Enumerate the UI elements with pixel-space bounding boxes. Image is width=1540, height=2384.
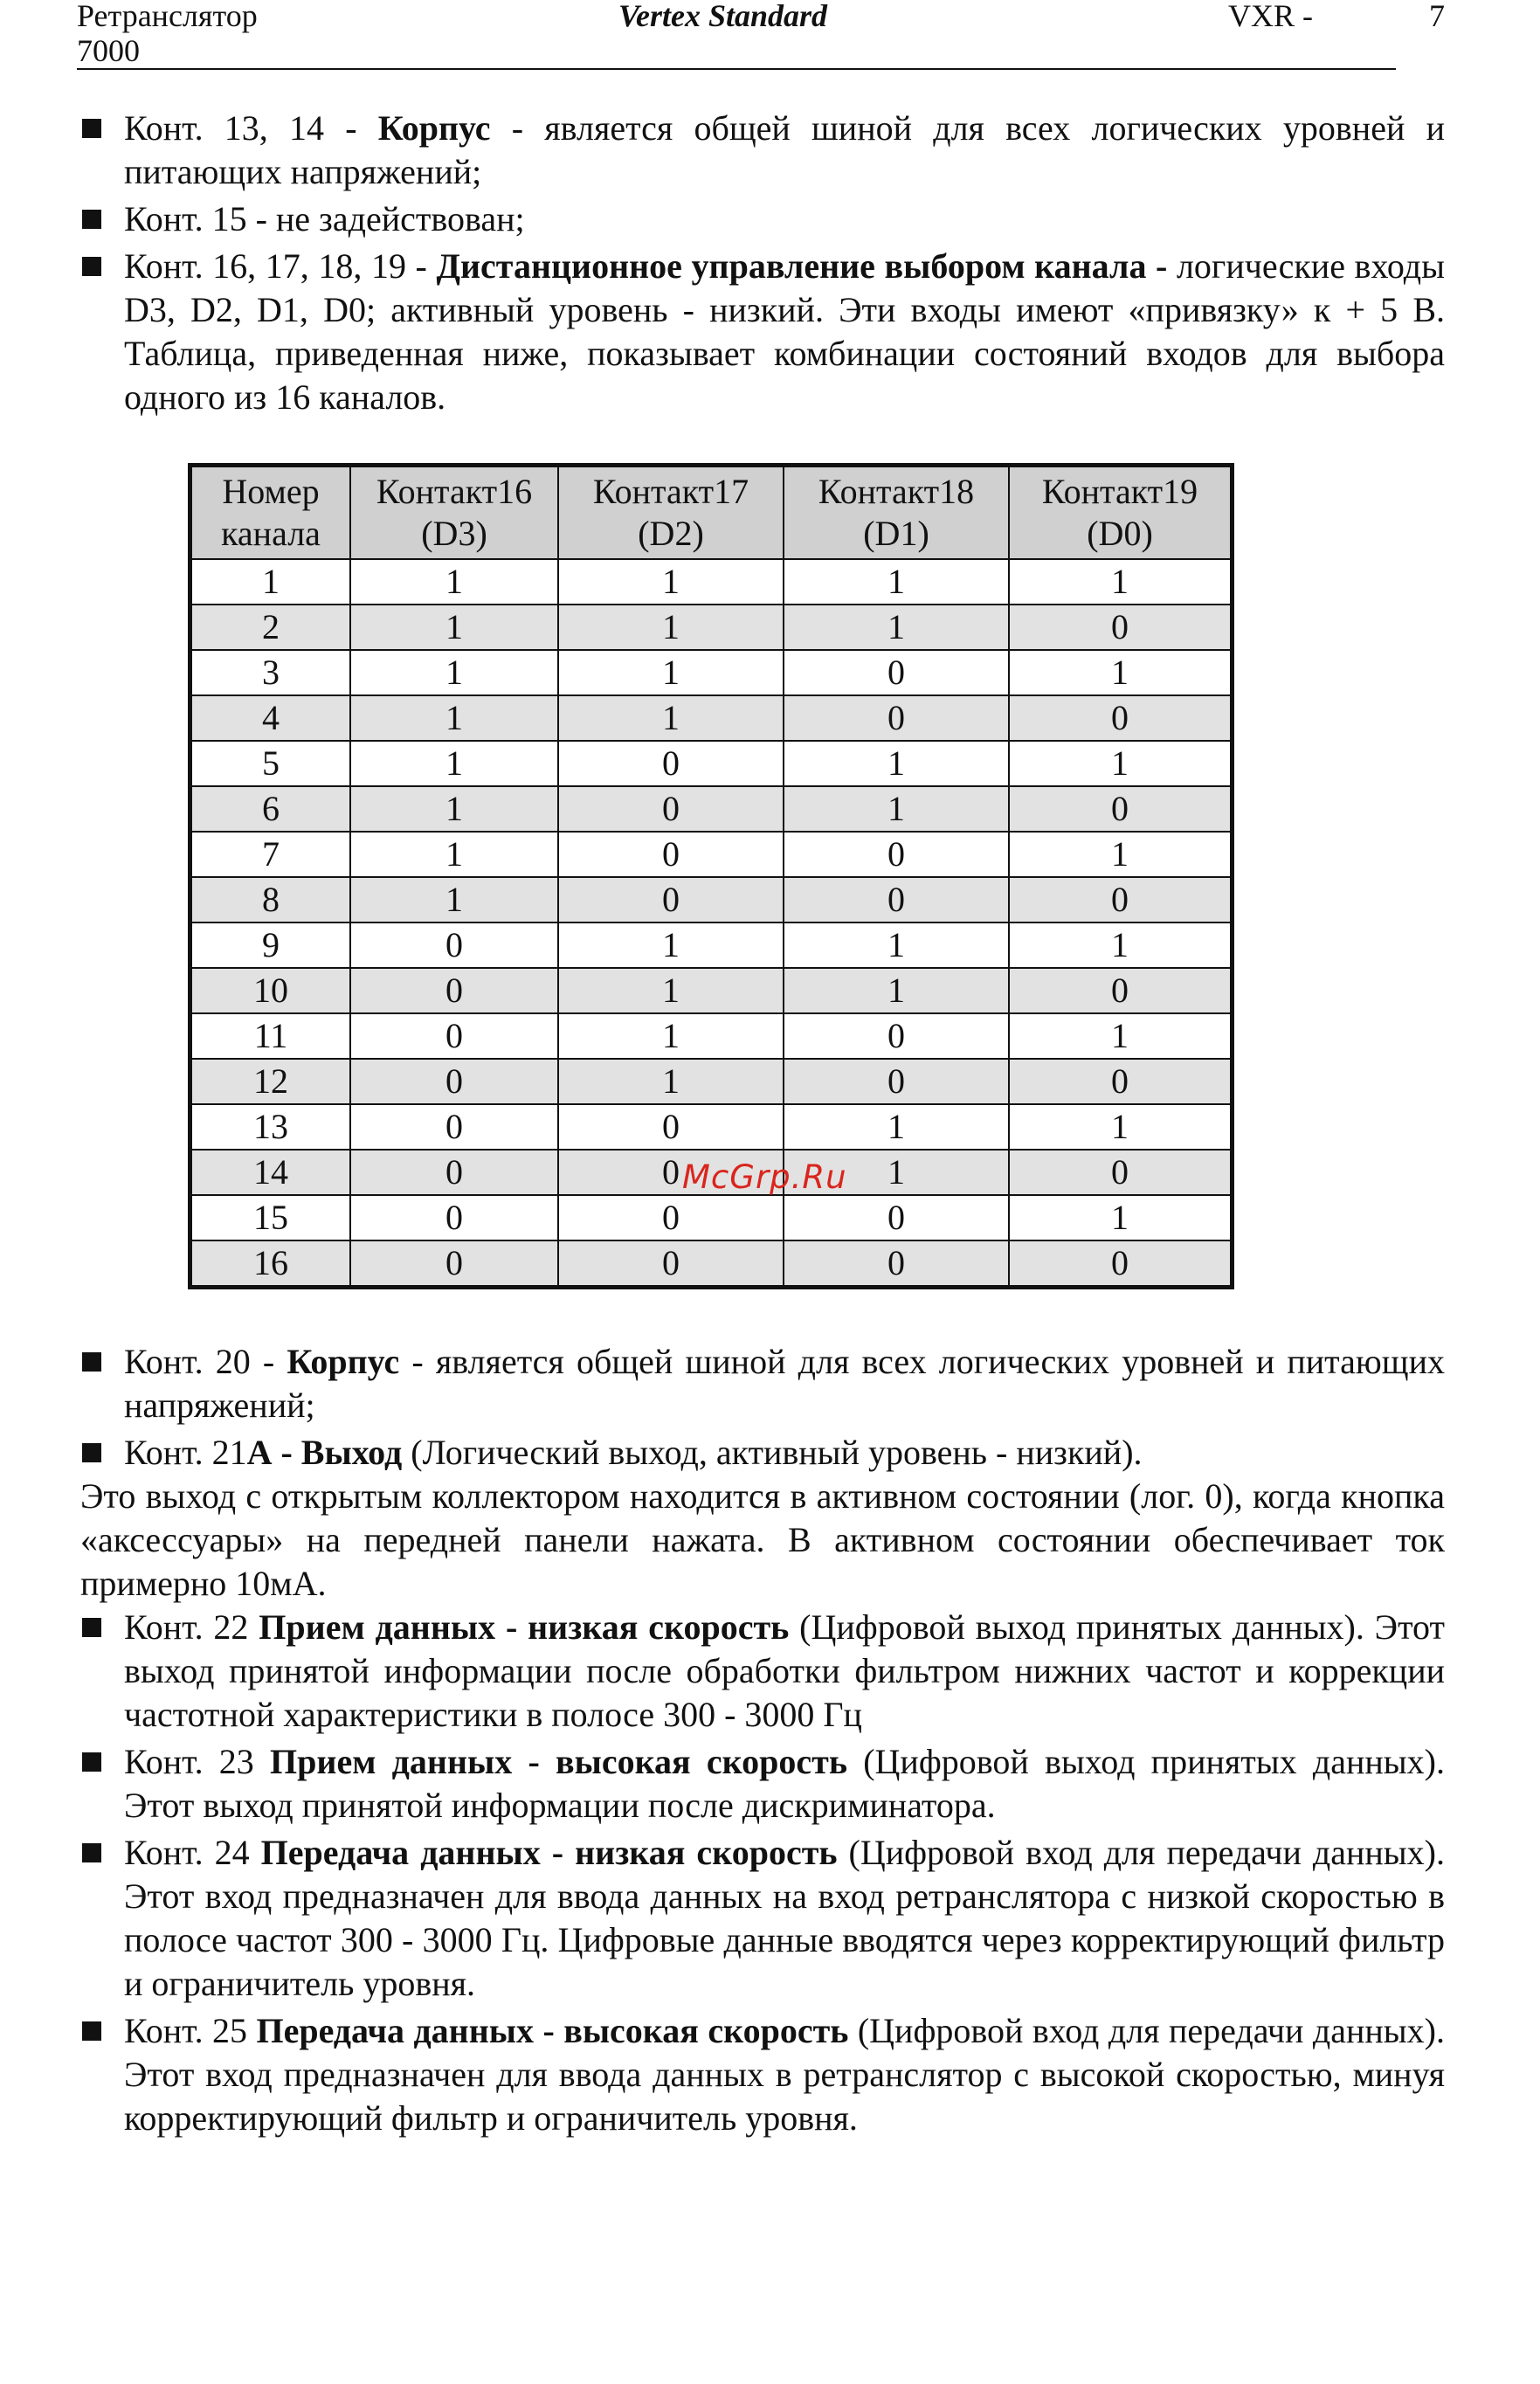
- input-state-cell: 0: [350, 1150, 558, 1195]
- input-state-cell: 1: [350, 832, 558, 877]
- header-device-name: [77, 0, 258, 68]
- input-state-cell: 1: [350, 650, 558, 695]
- header-device-line2: 7000: [77, 33, 140, 68]
- bullet-item: Конт. 24 Передача данных - низкая скорость (Цифровой вход для передачи данных). Этот вход предназначен для ввода данных на вход ретранслятора с низкой скоростью в полосе частот 300 - 3000 Гц. Цифровые данные вводятся через корректирующий фильтр и ограничитель уровня.: [80, 1831, 1445, 2006]
- input-state-cell: 0: [784, 1059, 1009, 1104]
- input-state-cell: 1: [1009, 832, 1233, 877]
- input-state-cell: 1: [1009, 1013, 1233, 1059]
- input-state-cell: 0: [784, 1013, 1009, 1059]
- header-cell: Контакт18 (D1): [784, 466, 1009, 560]
- input-state-cell: 1: [558, 650, 784, 695]
- input-state-cell: 0: [558, 1150, 784, 1195]
- input-state-cell: 1: [350, 559, 558, 605]
- table-row: [190, 695, 1233, 741]
- channel-number-cell: 11: [190, 1013, 351, 1059]
- input-state-cell: 0: [1009, 1059, 1233, 1104]
- header-cell: Контакт16 (D3): [350, 466, 558, 560]
- input-state-cell: 0: [1009, 786, 1233, 832]
- input-state-cell: 1: [1009, 650, 1233, 695]
- bullet-item: Конт. 15 - не задействован;: [80, 197, 1445, 241]
- input-state-cell: 1: [558, 923, 784, 968]
- input-state-cell: 0: [784, 695, 1009, 741]
- channel-number-cell: 5: [190, 741, 351, 786]
- bullet-square-icon: [82, 210, 101, 229]
- input-state-cell: 0: [784, 832, 1009, 877]
- input-state-cell: 1: [784, 1104, 1009, 1150]
- channel-number-cell: 14: [190, 1150, 351, 1195]
- channel-number-cell: 3: [190, 650, 351, 695]
- input-state-cell: 0: [558, 1195, 784, 1240]
- table-row: [190, 1195, 1233, 1240]
- bullet-item: Конт. 16, 17, 18, 19 - Дистанционное управление выбором канала - логические входы D3, D2, D1, D0; активный уровень - низкий. Эти входы имеют «привязку» к + 5 В. Таблица, приведенная ниже, показывает комбинации состояний входов для выбора одного из 16 каналов.: [80, 245, 1445, 419]
- table-row: [190, 1104, 1233, 1150]
- channel-number-cell: 6: [190, 786, 351, 832]
- page-header: [77, 0, 1448, 72]
- input-state-cell: 1: [558, 1013, 784, 1059]
- input-state-cell: 1: [784, 1150, 1009, 1195]
- channel-number-cell: 4: [190, 695, 351, 741]
- input-state-cell: 0: [558, 1104, 784, 1150]
- table-row: [190, 1013, 1233, 1059]
- input-state-cell: 0: [784, 1240, 1009, 1288]
- input-state-cell: 0: [784, 650, 1009, 695]
- table-row: [190, 877, 1233, 923]
- input-state-cell: 0: [350, 1059, 558, 1104]
- input-state-cell: 0: [350, 1240, 558, 1288]
- table-row: [190, 650, 1233, 695]
- bullet-item: Конт. 21А - Выход (Логический выход, активный уровень - низкий).: [80, 1431, 1445, 1475]
- input-state-cell: 1: [350, 605, 558, 650]
- input-state-cell: 1: [350, 786, 558, 832]
- page-number: 7: [1429, 0, 1445, 33]
- table-row: [190, 1059, 1233, 1104]
- input-state-cell: 0: [350, 1104, 558, 1150]
- input-state-cell: 1: [350, 695, 558, 741]
- input-state-cell: 0: [350, 968, 558, 1013]
- bullet-square-icon: [82, 1618, 101, 1637]
- header-cell: Номер канала: [190, 466, 351, 560]
- channel-number-cell: 2: [190, 605, 351, 650]
- header-device-line1: Ретранслятор: [77, 0, 258, 33]
- paragraph-output-description: Это выход с открытым коллектором находится в активном состоянии (лог. 0), когда кнопка «аксессуары» на передней панели нажата. В активном состоянии обеспечивает ток примерно 10мА.: [80, 1476, 1445, 1603]
- channel-number-cell: 10: [190, 968, 351, 1013]
- input-state-cell: 0: [558, 832, 784, 877]
- input-state-cell: 1: [1009, 559, 1233, 605]
- watermark: McGrp.Ru: [682, 1158, 847, 1196]
- header-cell: Контакт17 (D2): [558, 466, 784, 560]
- bullet-item: Конт. 25 Передача данных - высокая скорость (Цифровой вход для передачи данных). Этот вход предназначен для ввода данных в ретранслятор с высокой скоростью, минуя корректирующий фильтр и ограничитель уровня.: [80, 2009, 1445, 2140]
- input-state-cell: 0: [558, 1240, 784, 1288]
- table-row: [190, 559, 1233, 605]
- input-state-cell: 0: [1009, 605, 1233, 650]
- bullet-square-icon: [82, 1443, 101, 1462]
- channel-number-cell: 9: [190, 923, 351, 968]
- input-state-cell: 0: [1009, 695, 1233, 741]
- input-state-cell: 1: [1009, 923, 1233, 968]
- bullet-item: Конт. 13, 14 - Корпус - является общей шиной для всех логических уровней и питающих напряжений;: [80, 107, 1445, 194]
- header-rule: [77, 68, 1396, 70]
- input-state-cell: 1: [784, 923, 1009, 968]
- input-state-cell: 1: [1009, 1195, 1233, 1240]
- input-state-cell: 0: [558, 877, 784, 923]
- input-state-cell: 1: [784, 968, 1009, 1013]
- bullet-square-icon: [82, 1843, 101, 1862]
- bullet-item: Конт. 20 - Корпус - является общей шиной для всех логических уровней и питающих напряжений;: [80, 1340, 1445, 1427]
- input-state-cell: 1: [558, 559, 784, 605]
- table-row: [190, 832, 1233, 877]
- table-row: [190, 741, 1233, 786]
- channel-number-cell: 12: [190, 1059, 351, 1104]
- header-brand: Vertex Standard: [618, 0, 828, 33]
- channel-number-cell: 7: [190, 832, 351, 877]
- bullet-square-icon: [82, 257, 101, 276]
- input-state-cell: 1: [558, 968, 784, 1013]
- bullet-square-icon: [82, 1752, 101, 1772]
- input-state-cell: 1: [1009, 1104, 1233, 1150]
- input-state-cell: 0: [1009, 1240, 1233, 1288]
- input-state-cell: 1: [350, 741, 558, 786]
- bullet-square-icon: [82, 2021, 101, 2041]
- input-state-cell: 0: [350, 1013, 558, 1059]
- input-state-cell: 1: [350, 877, 558, 923]
- input-state-cell: 0: [1009, 1150, 1233, 1195]
- input-state-cell: 1: [1009, 741, 1233, 786]
- channel-number-cell: 13: [190, 1104, 351, 1150]
- channel-number-cell: 16: [190, 1240, 351, 1288]
- input-state-cell: 1: [558, 605, 784, 650]
- input-state-cell: 0: [558, 786, 784, 832]
- input-state-cell: 1: [784, 741, 1009, 786]
- table-row: [190, 605, 1233, 650]
- table-row: [190, 923, 1233, 968]
- table-row: [190, 786, 1233, 832]
- table-row: [190, 968, 1233, 1013]
- input-state-cell: 0: [784, 1195, 1009, 1240]
- header-cell: Контакт19 (D0): [1009, 466, 1233, 560]
- input-state-cell: 0: [784, 877, 1009, 923]
- table-header-row: [190, 466, 1233, 560]
- bullet-square-icon: [82, 1352, 101, 1372]
- header-model: VXR -: [1228, 0, 1313, 33]
- bullet-item: Конт. 22 Прием данных - низкая скорость (Цифровой выход принятых данных). Этот выход принятой информации после обработки фильтром нижних частот и коррекции частотной характеристики в полосе 300 - 3000 Гц: [80, 1606, 1445, 1737]
- page-content: [80, 107, 1445, 2144]
- input-state-cell: 1: [784, 559, 1009, 605]
- channel-number-cell: 15: [190, 1195, 351, 1240]
- input-state-cell: 1: [784, 605, 1009, 650]
- input-state-cell: 0: [1009, 877, 1233, 923]
- input-state-cell: 1: [784, 786, 1009, 832]
- input-state-cell: 0: [1009, 968, 1233, 1013]
- input-state-cell: 1: [558, 1059, 784, 1104]
- channel-number-cell: 8: [190, 877, 351, 923]
- bullet-square-icon: [82, 119, 101, 138]
- input-state-cell: 1: [558, 695, 784, 741]
- input-state-cell: 0: [558, 741, 784, 786]
- channel-number-cell: 1: [190, 559, 351, 605]
- input-state-cell: 0: [350, 1195, 558, 1240]
- bullet-item: Конт. 23 Прием данных - высокая скорость (Цифровой выход принятых данных). Этот выход принятой информации после дискриминатора.: [80, 1740, 1445, 1828]
- table-row: [190, 1240, 1233, 1288]
- input-state-cell: 0: [350, 923, 558, 968]
